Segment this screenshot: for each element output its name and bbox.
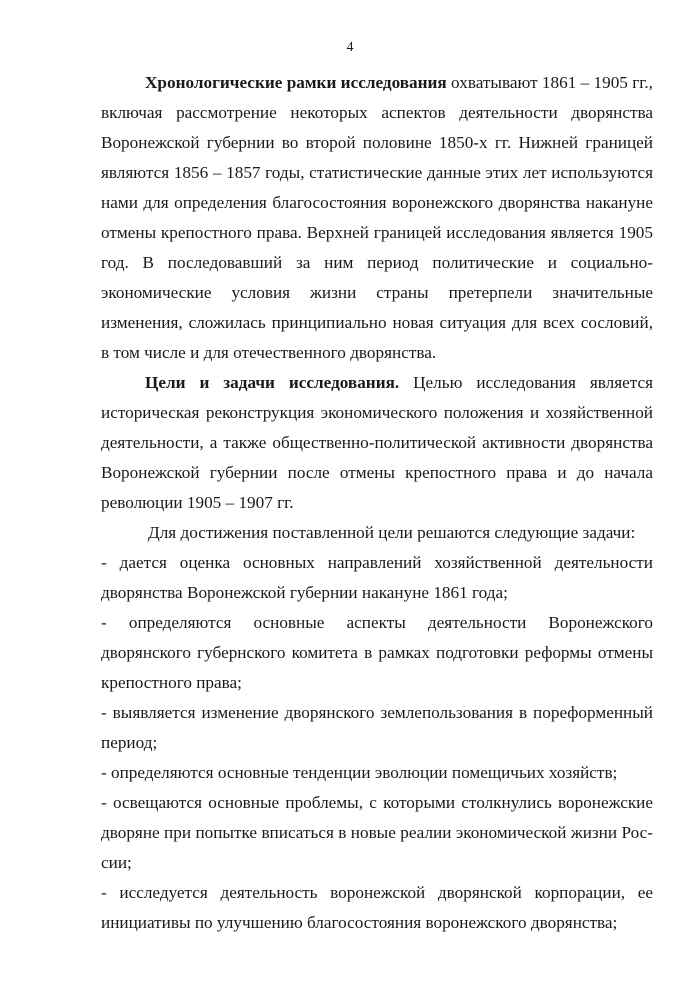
paragraph-lead: Цели и задачи исследования. xyxy=(145,373,400,392)
task-item: - выявляется изменение дворянского землепользования в пореформенный период; xyxy=(101,703,653,752)
paragraph-goals xyxy=(101,368,653,518)
paragraph-text: охватывают 1861 – 1905 гг., включая рассмотрение некоторых аспектов деятельности дворянства Воронежской губернии во второй половине 1850-х гг. Нижней границей являются 1856 – 1857 годы, статистические данные этих лет используются нами для определения благосостояния воронежского дворянства накануне отмены крепостного права. Верхней границей исследования является 1905 год. В последовавший за ним период политические и социально-экономические условия жизни страны претерпели значительные изменения, сложилась принципиально новая ситуация для всех сословий, в том числе и для отечественного дворянства. xyxy=(101,73,653,362)
paragraph-chronological-scope xyxy=(101,68,653,368)
task-item: - освещаются основные проблемы, с которыми столкнулись воронежские дворяне при попытке вписаться в новые реалии экономической жизни России; xyxy=(101,793,653,872)
page-number: 4 xyxy=(346,40,354,55)
task-item: - определяются основные аспекты деятельности Воронежского дворянского губернского комитета в рамках подготовки реформы отмены крепостного права; xyxy=(101,613,653,692)
paragraph-text: Целью исследования является историческая реконструкция экономического положения и хозяйственной деятельности, а также общественно-политической активности дворянства Воронежской губернии после отмены крепостного права и до начала революции 1905 – 1907 гг. xyxy=(101,373,653,512)
tasks-intro: Для достижения поставленной цели решаются следующие задачи: xyxy=(148,523,636,542)
task-item: - дается оценка основных направлений хозяйственной деятельности дворянства Воронежской губернии накануне 1861 года; xyxy=(101,553,653,602)
body-text xyxy=(101,68,653,938)
task-item: - определяются основные тенденции эволюции помещичьих хозяйств; xyxy=(101,763,618,782)
task-item: - исследуется деятельность воронежской дворянской корпорации, ее инициативы по улучшению благосостояния воронежского дворянства; xyxy=(101,883,653,932)
paragraph-lead: Хронологические рамки исследования xyxy=(145,73,447,92)
